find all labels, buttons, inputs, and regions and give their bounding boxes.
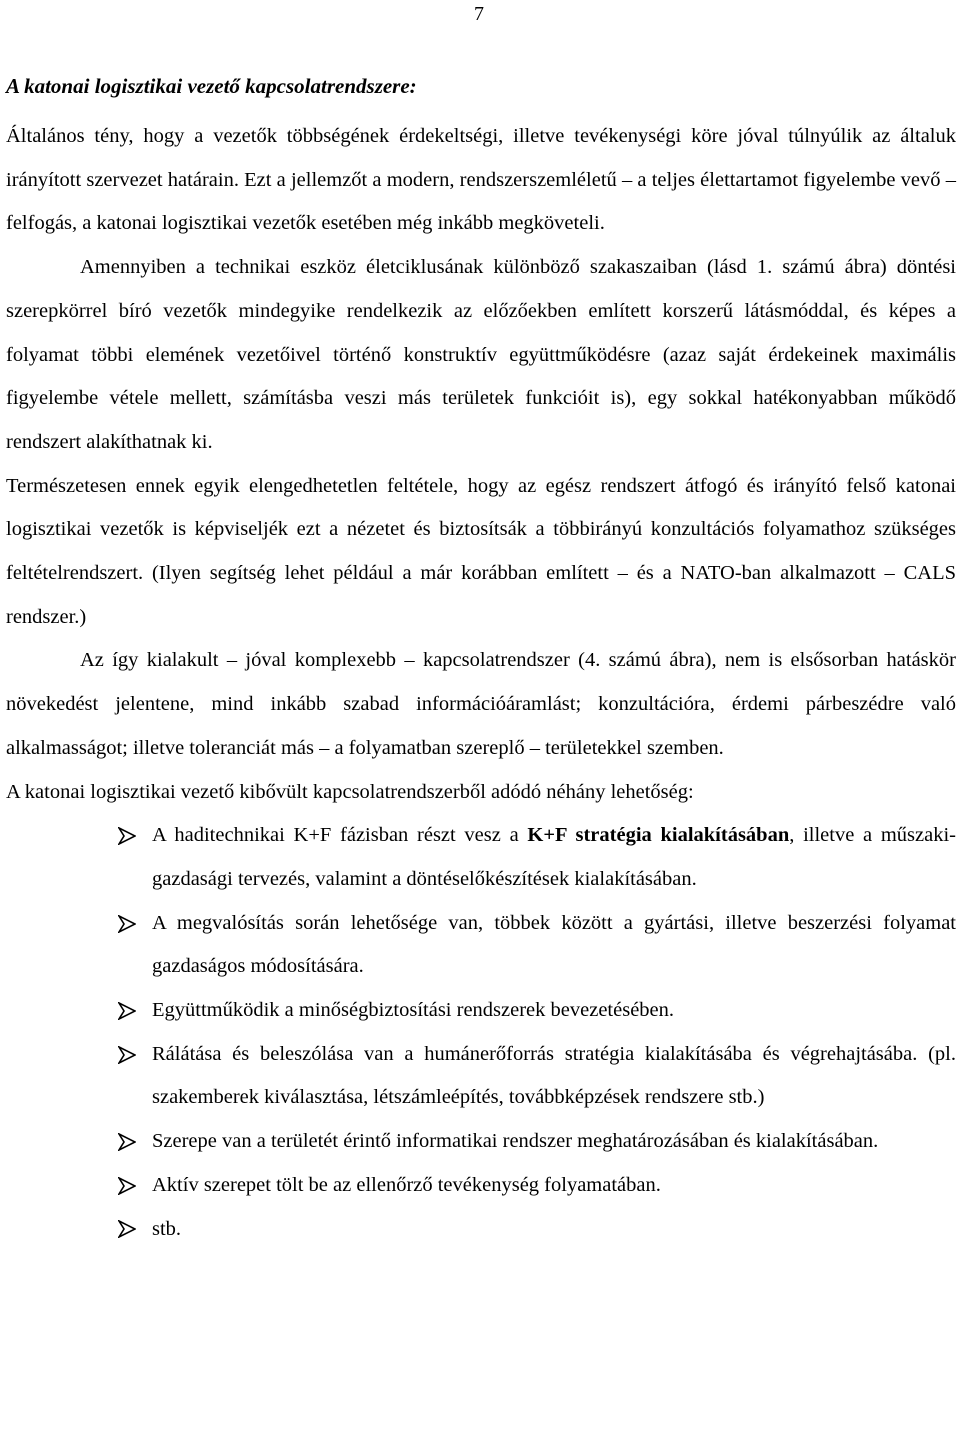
list-item [6,989,956,1033]
document-body [6,115,956,1251]
list-item-text: Együttműködik a minőségbiztosítási rendszerek bevezetésében. [152,999,675,1022]
arrow-bullet-icon [118,1033,140,1077]
list-item [6,902,956,989]
list-item-text: Szerepe van a területét érintő informatikai rendszer meghatározásában és kialakításában. [152,1130,879,1153]
list-item-text-continued: , illetve a műszaki-gazdasági tervezés, valamint a döntéselőkészítések kialakításában. [152,824,956,890]
list-item-text: Aktív szerepet tölt be az ellenőrző tevékenység folyamatában. [152,1173,661,1196]
list-item [6,1164,956,1208]
page-number: 7 [474,3,484,25]
arrow-bullet-icon [118,1208,140,1252]
paragraph-list-intro: A katonai logisztikai vezető kibővült kapcsolatrendszerből adódó néhány lehetőség: [6,780,694,803]
list-item-text: stb. [152,1217,182,1240]
list-item [6,1033,956,1120]
list-item-text: A megvalósítás során lehetősége van, többek között a gyártási, illetve beszerzési folyamat gazdaságos módosítására. [152,911,956,978]
section-heading: A katonai logisztikai vezető kapcsolatrendszere: [6,74,417,98]
arrow-bullet-icon [118,1164,140,1208]
arrow-bullet-icon [118,902,140,946]
paragraph-lifecycle: Amennyiben a technikai eszköz életciklusának különböző szakaszaiban (lásd 1. számú ábra) döntési szerepkörrel bíró vezetők mindegyike rendelkezik az előzőekben említett korszerű látásmóddal, és képes a folyamat többi elemének vezetőivel történő konstruktív együttműködésre (azaz saját érdekeinek maximális figyelembe vétele mellett, számításba veszi más területek funkcióit is), egy sokkal hatékonyabban működő rendszert alakíthatnak ki. [6,256,956,453]
opportunities-list [6,814,956,1251]
paragraph-condition: Természetesen ennek egyik elengedhetetlen feltétele, hogy az egész rendszert átfogó és irányító felső katonai logisztikai vezetők is képviseljék ezt a nézetet és biztosítsák a többirányú konzultációs folyamathoz szükséges feltételrendszert. (Ilyen segítség lehet például a már korábban említett – és a NATO-ban alkalmazott – CALS rendszer.) [6,474,956,628]
paragraph-intro: Általános tény, hogy a vezetők többségének érdekeltségi, illetve tevékenységi köre jóval túlnyúlik az általuk irányított szervezet határain. Ezt a jellemzőt a modern, rendszerszemléletű – a teljes élettartamot figyelembe vevő – felfogás, a katonai logisztikai vezetők esetében még inkább megköveteli. [6,125,956,235]
list-item-text: A haditechnikai K+F fázisban részt vesz a [152,824,528,847]
list-item-text: Rálátása és beleszólása van a humánerőforrás stratégia kialakításába és végrehajtásába. (pl. szakemberek kiválasztása, létszámleépítés, továbbképzések rendszere stb.) [152,1042,956,1109]
list-item-bold-text: K+F stratégia kialakításában [527,824,790,847]
arrow-bullet-icon [118,814,140,858]
list-item [6,1208,956,1252]
arrow-bullet-icon [118,1120,140,1164]
list-item [6,814,956,901]
arrow-bullet-icon [118,989,140,1033]
list-item [6,1120,956,1164]
paragraph-relations: Az így kialakult – jóval komplexebb – kapcsolatrendszer (4. számú ábra), nem is elsősorban hatáskör növekedést jelentene, mind inkább szabad információáramlást; konzultációra, érdemi párbeszédre való alkalmasságot; illetve toleranciát más – a folyamatban szereplő – területekkel szemben. [6,649,956,759]
